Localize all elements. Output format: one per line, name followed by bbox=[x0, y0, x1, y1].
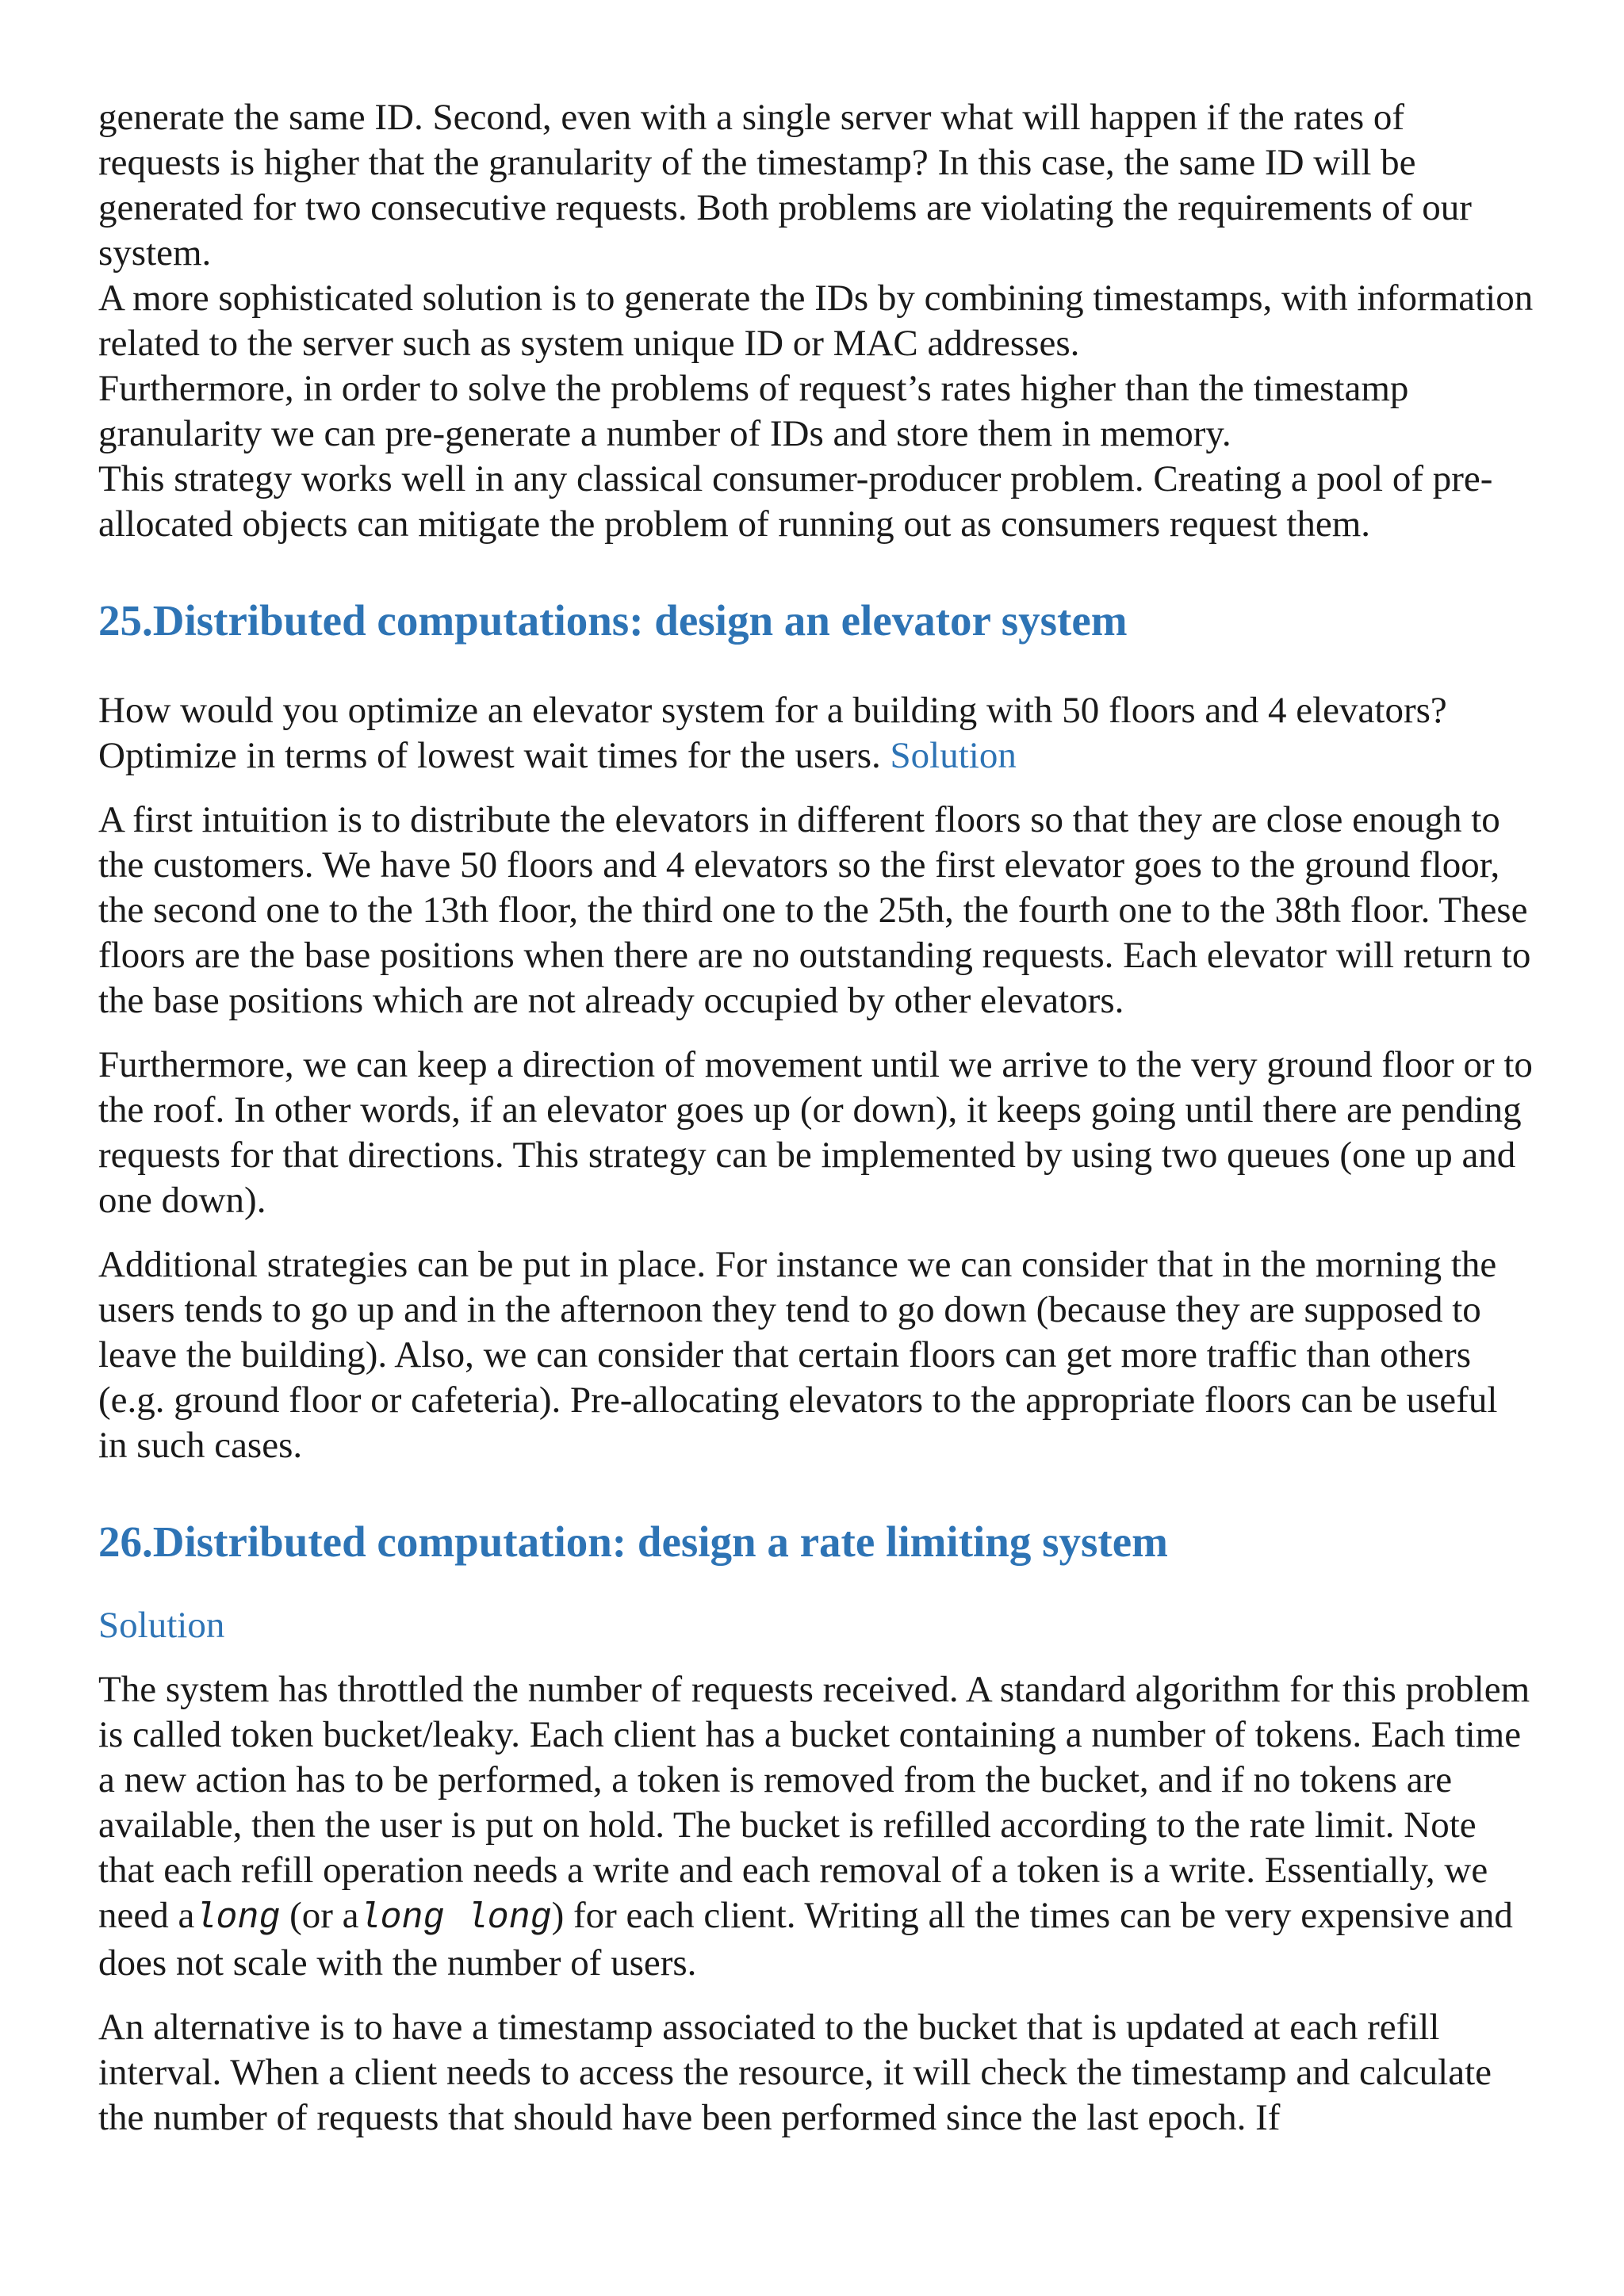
section-25-question-text: How would you optimize an elevator system for a building with 50 floors and 4 elevators? Optimize in terms of lowest wait times for the users. bbox=[98, 690, 1447, 776]
section-25-solution-link[interactable]: Solution bbox=[890, 735, 1017, 776]
intro-paragraph-1: generate the same ID. Second, even with a single server what will happen if the rates of requests is higher that the granularity of the timestamp? In this case, the same ID will be generated for two consecutive requests. Both problems are violating the requirements of our system. bbox=[98, 97, 1472, 274]
section-26-paragraph-1 bbox=[98, 1667, 1534, 1986]
section-25-heading: 25.Distributed computations: design an elevator system bbox=[98, 596, 1128, 645]
document-page bbox=[98, 95, 1534, 2141]
section-26-heading: 26.Distributed computation: design a rate limiting system bbox=[98, 1517, 1168, 1566]
section-26-p1-text-a: The system has throttled the number of requests received. A standard algorithm for this problem is called token bucket/leaky. Each client has a bucket containing a number of tokens. Each time a new action has to be performed, a token is removed from the bucket, and if no tokens are available, then the user is put on hold. The bucket is refilled according to the rate limit. Note that each refill operation needs a write and each removal of a token is a write. Essentially, we need a bbox=[98, 1669, 1530, 1936]
section-25-paragraph-1: A first intuition is to distribute the elevators in different floors so that they are close enough to the customers. We have 50 floors and 4 elevators so the first elevator goes to the ground floor, the second one to the 13th floor, the third one to the 25th, the fourth one to the 38th floor. These floors are the base positions when there are no outstanding requests. Each elevator will return to the base positions which are not already occupied by other elevators. bbox=[98, 799, 1531, 1021]
intro-paragraph-4: This strategy works well in any classical consumer-producer problem. Creating a pool of pre-allocated objects can mitigate the problem of running out as consumers request them. bbox=[98, 458, 1493, 545]
section-26-p1-text-b: (or a bbox=[280, 1895, 359, 1936]
intro-paragraph-3: Furthermore, in order to solve the problems of request’s rates higher than the timestamp granularity we can pre-generate a number of IDs and store them in memory. bbox=[98, 368, 1409, 454]
section-26-solution-label: Solution bbox=[98, 1605, 225, 1646]
code-long: long bbox=[194, 1898, 281, 1938]
section-25-paragraph-2: Furthermore, we can keep a direction of movement until we arrive to the very ground floor or to the roof. In other words, if an elevator goes up (or down), it keeps going until there are pending requests for that directions. This strategy can be implemented by using two queues (one up and one down). bbox=[98, 1044, 1533, 1221]
section-25-paragraph-3: Additional strategies can be put in place. For instance we can consider that in the morning the users tends to go up and in the afternoon they tend to go down (because they are supposed to leave the building). Also, we can consider that certain floors can get more traffic than others (e.g. ground floor or cafeteria). Pre-allocating elevators to the appropriate floors can be useful in such cases. bbox=[98, 1244, 1498, 1466]
code-long-long: long long bbox=[358, 1898, 552, 1938]
section-26-p1-text-c: ) for each client. Writing all the times can be very expensive and does not scale with the number of users. bbox=[98, 1895, 1513, 1984]
section-26-paragraph-2: An alternative is to have a timestamp associated to the bucket that is updated at each refill interval. When a client needs to access the resource, it will check the timestamp and calculate the number of requests that should have been performed since the last epoch. If bbox=[98, 2007, 1492, 2138]
section-25-question bbox=[98, 688, 1534, 779]
intro-paragraph-2: A more sophisticated solution is to generate the IDs by combining timestamps, with information related to the server such as system unique ID or MAC addresses. bbox=[98, 277, 1534, 364]
